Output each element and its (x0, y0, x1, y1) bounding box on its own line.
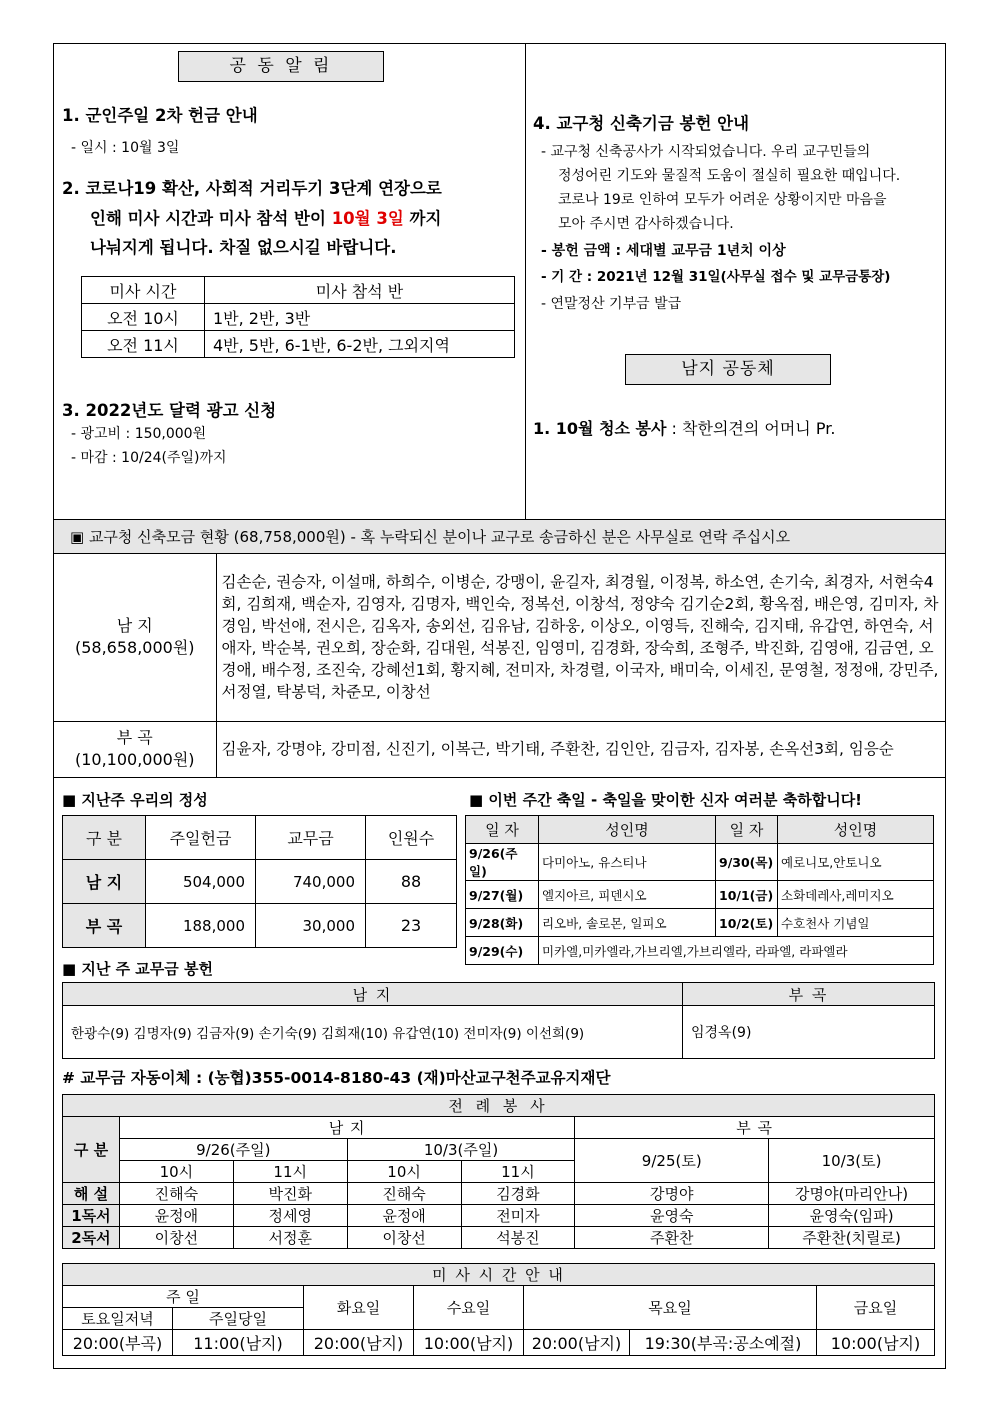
table-cell: 남 지 (63, 860, 146, 904)
service-date: 9/26(주일) (119, 1139, 347, 1161)
table-header-row (82, 277, 515, 304)
table-header: 주일헌금 (146, 816, 256, 860)
item1-heading: 1. 군인주일 2차 헌금 안내 (62, 106, 258, 125)
mass-time: 20:00(남지) (304, 1330, 414, 1356)
table-row (63, 1183, 935, 1205)
mass-time: 10:00(남지) (414, 1330, 524, 1356)
item3-detail-deadline: - 마감 : 10/24(주일)까지 (71, 450, 227, 466)
table-cell: 1반, 2반, 3반 (205, 304, 515, 331)
tuesday-header: 화요일 (304, 1286, 414, 1330)
table-row (82, 304, 515, 331)
table-cell: 전미자 (461, 1205, 575, 1227)
table-header: 일 자 (466, 816, 539, 844)
service-date: 10/3(토) (769, 1139, 935, 1183)
service-namji-header: 남 지 (119, 1117, 574, 1139)
item4-paragraph-1: - 교구청 신축공사가 시작되었습니다. 우리 교구민들의 (541, 144, 871, 160)
autopay-info: # 교무금 자동이체 : (농협)355-0014-8180-43 (재)마산교구천주교유지재단 (62, 1069, 611, 1087)
item4-heading: 4. 교구청 신축기금 봉헌 안내 (533, 114, 750, 133)
friday-header: 금요일 (817, 1286, 935, 1330)
service-time: 11시 (461, 1161, 575, 1183)
service-role: 2독서 (63, 1227, 120, 1249)
table-cell: 수호천사 기념일 (778, 909, 934, 937)
table-row (63, 1095, 935, 1117)
dues-title: ■ 지난 주 교무금 봉헌 (62, 960, 213, 978)
offering-table (62, 815, 457, 948)
item2-line2-post: 까지 (403, 209, 442, 228)
table-row (466, 937, 934, 965)
service-time: 10시 (347, 1161, 461, 1183)
namji-amount: (58,658,000원) (74, 638, 195, 658)
table-cell: 오전 10시 (82, 304, 205, 331)
service-role: 해 설 (63, 1183, 120, 1205)
table-row (54, 554, 945, 721)
namji-dues-names: 한광수(9) 김명자(9) 김금자(9) 손기숙(9) 김희재(10) 유갑연(10) 전미자(9) 이선희(9) (63, 1006, 683, 1059)
wednesday-header: 수요일 (414, 1286, 524, 1330)
service-title: 전 례 봉 사 (63, 1095, 935, 1117)
table-row (54, 721, 945, 777)
service-bugok-header: 부 곡 (575, 1117, 935, 1139)
table-cell: 9/29(수) (466, 937, 539, 965)
table-cell: 리오바, 솔로몬, 일피오 (539, 909, 716, 937)
mass-time: 20:00(부곡) (63, 1330, 173, 1356)
notice-right-column (526, 44, 945, 520)
table-cell: 30,000 (256, 904, 366, 948)
table-cell: 10/1(금) (716, 881, 778, 909)
sunday-header: 주 일 (63, 1286, 304, 1308)
table-cell: 9/26(주일) (466, 844, 539, 881)
table-header-row (63, 983, 935, 1006)
item4-tax: - 연말정산 기부금 발급 (541, 296, 682, 312)
table-cell: 김경화 (461, 1183, 575, 1205)
table-cell: 오전 11시 (82, 331, 205, 358)
mass-time: 11:00(남지) (173, 1330, 304, 1356)
table-cell: 윤정애 (347, 1205, 461, 1227)
service-date: 10/3(주일) (347, 1139, 575, 1161)
table-cell: 88 (366, 860, 457, 904)
table-cell: 윤영숙(임파) (769, 1205, 935, 1227)
table-header: 일 자 (716, 816, 778, 844)
table-cell: 9/30(목) (716, 844, 778, 881)
table-cell: 진해숙 (347, 1183, 461, 1205)
table-cell: 소화데레사,레미지오 (778, 881, 934, 909)
item2-line3: 나눠지게 됩니다. 차질 없으시길 바랍니다. (90, 238, 397, 257)
table-row (466, 844, 934, 881)
mass-time: 10:00(남지) (817, 1330, 935, 1356)
saturday-evening-header: 토요일저녁 (63, 1308, 173, 1330)
table-row (466, 909, 934, 937)
table-cell: 주환찬 (575, 1227, 769, 1249)
table-cell: 740,000 (256, 860, 366, 904)
service-time: 10시 (119, 1161, 233, 1183)
bulletin-page (53, 43, 946, 1369)
table-row (82, 331, 515, 358)
liturgy-service-table (62, 1094, 935, 1249)
table-row (466, 881, 934, 909)
mass-time: 20:00(남지) (524, 1330, 630, 1356)
table-header: 교무금 (256, 816, 366, 860)
table-header: 부 곡 (683, 983, 935, 1006)
dues-table (62, 982, 935, 1059)
table-row (63, 1286, 935, 1308)
sunday-day-header: 주일당일 (173, 1308, 304, 1330)
item1-detail: - 일시 : 10월 3일 (71, 140, 180, 156)
table-row (63, 1006, 935, 1059)
bugok-dues-names: 임경옥(9) (683, 1006, 935, 1059)
table-cell: 예로니모,안토니오 (778, 844, 934, 881)
table-cell: 윤영숙 (575, 1205, 769, 1227)
table-cell: 9/27(월) (466, 881, 539, 909)
thursday-header: 목요일 (524, 1286, 817, 1330)
table-cell: 강명야 (575, 1183, 769, 1205)
mass-schedule-title: 미 사 시 간 안 내 (63, 1264, 935, 1286)
service-time: 11시 (233, 1161, 347, 1183)
item2-line2 (90, 205, 441, 229)
item2-line2-pre: 인해 미사 시간과 미사 참석 반이 (90, 209, 332, 228)
notice-title: 공 동 알 림 (178, 51, 384, 82)
mass-schedule-table (62, 1263, 935, 1356)
table-header: 인원수 (366, 816, 457, 860)
table-cell: 이창선 (347, 1227, 461, 1249)
namji-donor-names: 김손순, 권승자, 이설매, 하희수, 이병순, 강맹이, 윤길자, 최경월, 이정복, 하소연, 손기숙, 최경자, 서현숙4회, 김희재, 백순자, 김영자, 김명자, 백인숙, 정복선, 이창석, 정양숙 김기순2회, 황옥점, 배은영, 김미자, 차경임, 박선애, 전시은, 김옥자, 송외선, 김유남, 김하웅, 이상오, 이영득, 진해숙, 김지태, 유갑연, 하연숙, 서애자, 박순복, 권오희, 장순화, 김대원, 석봉진, 임영미, 김경화, 장숙희, 조형주, 박진화, 김영애, 김금연, 오경애, 배수정, 조진숙, 강혜선1회, 황지혜, 전미자, 차경렬, 이국자, 배미숙, 이세진, 문영철, 정정애, 강민주, 서정열, 탁봉덕, 차준모, 이창선 (216, 554, 945, 721)
item2-line1: 2. 코로나19 확산, 사회적 거리두기 3단계 연장으로 (62, 179, 442, 198)
table-cell: 강명야(마리안나) (769, 1183, 935, 1205)
item4-paragraph-3: 코로나 19로 인하여 모두가 어려운 상황이지만 마음을 (558, 192, 887, 208)
table-cell: 504,000 (146, 860, 256, 904)
table-cell: 정세영 (233, 1205, 347, 1227)
bugok-label: 부 곡 (116, 728, 153, 747)
table-row (63, 1205, 935, 1227)
cleaning-heading: 1. 10월 청소 봉사 (533, 419, 667, 438)
table-cell: 9/28(화) (466, 909, 539, 937)
item4-period: - 기 간 : 2021년 12월 31일(사무실 접수 및 교무금통장) (541, 269, 891, 285)
item4-amount: - 봉헌 금액 : 세대별 교무금 1년치 이상 (541, 243, 786, 259)
table-header: 성인명 (778, 816, 934, 844)
fund-donors-table (54, 554, 945, 778)
table-cell: 4반, 5반, 6-1반, 6-2반, 그외지역 (205, 331, 515, 358)
bugok-donor-names: 김윤자, 강명야, 강미점, 신진기, 이복근, 박기태, 주환찬, 김인안, 김금자, 김자봉, 손옥선3회, 임응순 (216, 721, 945, 777)
table-cell: 서정훈 (233, 1227, 347, 1249)
item2-date-highlight: 10월 3일 (331, 209, 404, 228)
mass-time: 19:30(부곡:공소예절) (630, 1330, 817, 1356)
table-cell: 부 곡 (63, 904, 146, 948)
namji-community-title: 남지 공동체 (625, 354, 831, 385)
feast-table (465, 815, 934, 965)
item3-detail-fee: - 광고비 : 150,000원 (71, 426, 207, 442)
table-row (63, 1330, 935, 1356)
table-row (63, 1264, 935, 1286)
table-cell: 주환찬(치릴로) (769, 1227, 935, 1249)
table-cell: 23 (366, 904, 457, 948)
offering-title: ■ 지난주 우리의 정성 (62, 791, 208, 809)
table-header: 구 분 (63, 816, 146, 860)
table-header-row (63, 816, 457, 860)
namji-label: 남 지 (116, 616, 153, 636)
table-header: 미사 참석 반 (205, 277, 515, 304)
table-cell: 진해숙 (119, 1183, 233, 1205)
bugok-fund-label (54, 721, 216, 777)
service-date: 9/25(토) (575, 1139, 769, 1183)
table-cell: 박진화 (233, 1183, 347, 1205)
notice-section (54, 44, 945, 520)
feast-title: ■ 이번 주간 축일 - 축일을 맞이한 신자 여러분 축하합니다! (469, 791, 863, 809)
namji-fund-label (54, 554, 216, 721)
item3-heading: 3. 2022년도 달력 광고 신청 (62, 401, 277, 420)
table-cell: 10/2(토) (716, 909, 778, 937)
table-header: 남 지 (63, 983, 683, 1006)
cleaning-detail: : 착한의견의 어머니 Pr. (666, 419, 836, 438)
table-header: 성인명 (539, 816, 716, 844)
table-cell: 188,000 (146, 904, 256, 948)
table-row (63, 860, 457, 904)
table-cell: 다미아노, 유스티나 (539, 844, 716, 881)
table-row (63, 1117, 935, 1139)
table-cell: 미카엘,미카엘라,가브리엘,가브리엘라, 라파엘, 라파엘라 (539, 937, 934, 965)
service-role: 1독서 (63, 1205, 120, 1227)
notice-left-column (54, 44, 526, 520)
table-cell: 윤정애 (119, 1205, 233, 1227)
table-row (63, 1227, 935, 1249)
table-cell: 이창선 (119, 1227, 233, 1249)
mass-attendance-table (81, 276, 515, 358)
table-cell: 석봉진 (461, 1227, 575, 1249)
bugok-amount: (10,100,000원) (74, 750, 195, 769)
cleaning-notice (533, 416, 835, 439)
table-header-row (466, 816, 934, 844)
item4-paragraph-2: 정성어린 기도와 물질적 도움이 절실히 필요한 때입니다. (558, 168, 901, 184)
service-gubun: 구 분 (63, 1117, 120, 1183)
item4-paragraph-4: 모아 주시면 감사하겠습니다. (558, 216, 734, 232)
table-cell: 엘지아르, 피덴시오 (539, 881, 716, 909)
table-row (63, 1139, 935, 1161)
table-row (63, 904, 457, 948)
table-header: 미사 시간 (82, 277, 205, 304)
fund-status-title: ▣ 교구청 신축모금 현황 (68,758,000원) - 혹 누락되신 분이나 교구로 송금하신 분은 사무실로 연락 주십시오 (54, 520, 945, 554)
